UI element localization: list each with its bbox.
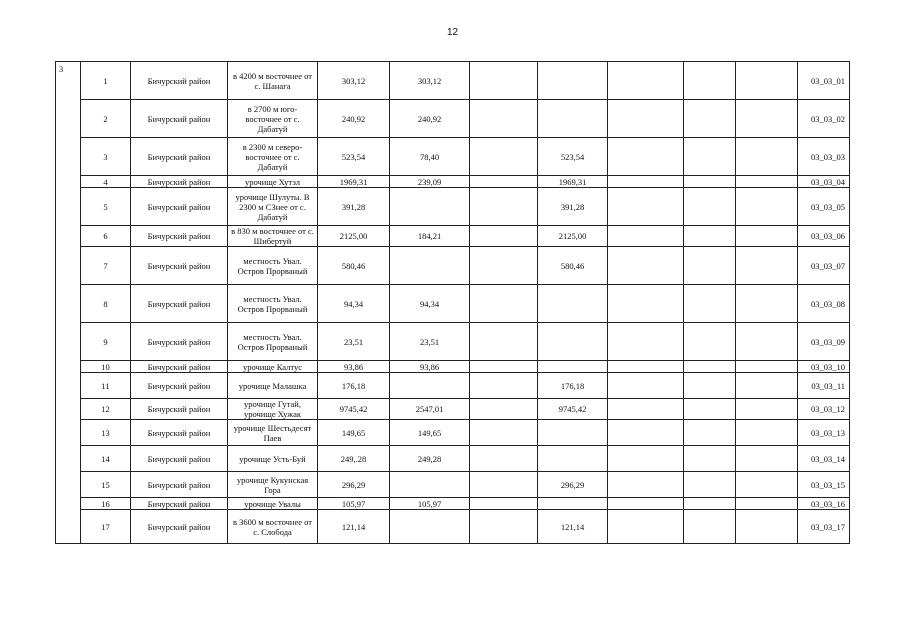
table-row: [56, 498, 850, 510]
site-code: 03_03_17: [798, 510, 850, 544]
area-6: [684, 510, 736, 544]
area-5: [608, 399, 684, 420]
location: в 2700 м юго-восточнее от с. Дабатуй: [228, 100, 318, 138]
area-3: [470, 188, 538, 226]
area-total: 391,28: [318, 188, 390, 226]
area-7: [736, 188, 798, 226]
area-2: [390, 510, 470, 544]
table-row: [56, 176, 850, 188]
row-number: 15: [81, 472, 131, 498]
area-5: [608, 446, 684, 472]
area-5: [608, 188, 684, 226]
table-row: [56, 62, 850, 100]
area-4: 121,14: [538, 510, 608, 544]
location: урочище Шестьдесят Паев: [228, 420, 318, 446]
site-code: 03_03_03: [798, 138, 850, 176]
site-code: 03_03_12: [798, 399, 850, 420]
row-number: 2: [81, 100, 131, 138]
area-2: [390, 373, 470, 399]
area-5: [608, 100, 684, 138]
district: Бичурский район: [131, 138, 228, 176]
location: в 3600 м восточнее от с. Слобода: [228, 510, 318, 544]
area-2: 249,28: [390, 446, 470, 472]
area-total: 94,34: [318, 285, 390, 323]
row-number: 11: [81, 373, 131, 399]
table-row: [56, 399, 850, 420]
area-total: 9745,42: [318, 399, 390, 420]
area-5: [608, 373, 684, 399]
area-3: [470, 399, 538, 420]
area-6: [684, 226, 736, 247]
district: Бичурский район: [131, 498, 228, 510]
area-7: [736, 285, 798, 323]
district: Бичурский район: [131, 247, 228, 285]
area-3: [470, 138, 538, 176]
location: урочище Увалы: [228, 498, 318, 510]
site-code: 03_03_01: [798, 62, 850, 100]
district: Бичурский район: [131, 226, 228, 247]
location: местность Увал. Остров Прорваный: [228, 285, 318, 323]
area-7: [736, 510, 798, 544]
area-5: [608, 472, 684, 498]
row-number: 4: [81, 176, 131, 188]
area-4: [538, 498, 608, 510]
area-2: 239,09: [390, 176, 470, 188]
area-6: [684, 373, 736, 399]
row-number: 8: [81, 285, 131, 323]
area-3: [470, 176, 538, 188]
area-7: [736, 138, 798, 176]
site-code: 03_03_14: [798, 446, 850, 472]
area-4: 2125,00: [538, 226, 608, 247]
area-2: 105,97: [390, 498, 470, 510]
area-5: [608, 176, 684, 188]
row-number: 12: [81, 399, 131, 420]
page-number: 12: [446, 27, 459, 38]
area-3: [470, 247, 538, 285]
table-row: [56, 188, 850, 226]
area-6: [684, 62, 736, 100]
area-7: [736, 176, 798, 188]
area-2: 94,34: [390, 285, 470, 323]
area-7: [736, 399, 798, 420]
area-total: 240,92: [318, 100, 390, 138]
row-number: 9: [81, 323, 131, 361]
area-2: 2547,01: [390, 399, 470, 420]
area-total: 149,65: [318, 420, 390, 446]
table-row: [56, 226, 850, 247]
row-number: 7: [81, 247, 131, 285]
table-row: [56, 323, 850, 361]
area-3: [470, 510, 538, 544]
land-register-table: [55, 61, 850, 544]
area-7: [736, 62, 798, 100]
site-code: 03_03_05: [798, 188, 850, 226]
area-7: [736, 226, 798, 247]
location: местность Увал. Остров Прорваный: [228, 247, 318, 285]
table-row: [56, 472, 850, 498]
site-code: 03_03_15: [798, 472, 850, 498]
site-code: 03_03_13: [798, 420, 850, 446]
area-6: [684, 138, 736, 176]
area-3: [470, 472, 538, 498]
area-6: [684, 188, 736, 226]
row-number: 3: [81, 138, 131, 176]
district: Бичурский район: [131, 373, 228, 399]
table-row: [56, 510, 850, 544]
district: Бичурский район: [131, 285, 228, 323]
area-7: [736, 361, 798, 373]
area-5: [608, 510, 684, 544]
area-total: 303,12: [318, 62, 390, 100]
area-4: [538, 323, 608, 361]
district: Бичурский район: [131, 361, 228, 373]
area-5: [608, 285, 684, 323]
location: урочище Хутэл: [228, 176, 318, 188]
location: местность Увал. Остров Прорваный: [228, 323, 318, 361]
area-7: [736, 472, 798, 498]
area-6: [684, 176, 736, 188]
area-7: [736, 323, 798, 361]
district: Бичурский район: [131, 62, 228, 100]
area-6: [684, 361, 736, 373]
area-7: [736, 498, 798, 510]
table-row: [56, 100, 850, 138]
area-6: [684, 285, 736, 323]
area-2: [390, 472, 470, 498]
area-3: [470, 373, 538, 399]
location: урочище Малашка: [228, 373, 318, 399]
site-code: 03_03_02: [798, 100, 850, 138]
area-total: 523,54: [318, 138, 390, 176]
area-3: [470, 446, 538, 472]
area-6: [684, 472, 736, 498]
table-row: [56, 446, 850, 472]
table-row: [56, 138, 850, 176]
area-total: 1969,31: [318, 176, 390, 188]
area-7: [736, 100, 798, 138]
area-total: 105,97: [318, 498, 390, 510]
area-5: [608, 323, 684, 361]
row-number: 14: [81, 446, 131, 472]
area-5: [608, 226, 684, 247]
location: в 830 м восточнее от с. Шибертуй: [228, 226, 318, 247]
district: Бичурский район: [131, 176, 228, 188]
site-code: 03_03_07: [798, 247, 850, 285]
area-4: 580,46: [538, 247, 608, 285]
area-5: [608, 498, 684, 510]
area-4: [538, 100, 608, 138]
location: урочище Кукунская Гора: [228, 472, 318, 498]
site-code: 03_03_08: [798, 285, 850, 323]
district: Бичурский район: [131, 446, 228, 472]
site-code: 03_03_04: [798, 176, 850, 188]
area-6: [684, 399, 736, 420]
area-4: 523,54: [538, 138, 608, 176]
table-row: [56, 285, 850, 323]
area-total: 580,46: [318, 247, 390, 285]
area-total: 249,.28: [318, 446, 390, 472]
area-7: [736, 420, 798, 446]
row-number: 13: [81, 420, 131, 446]
district: Бичурский район: [131, 399, 228, 420]
area-total: 121,14: [318, 510, 390, 544]
area-6: [684, 100, 736, 138]
row-number: 5: [81, 188, 131, 226]
table-row: [56, 361, 850, 373]
row-number: 10: [81, 361, 131, 373]
area-total: 93,86: [318, 361, 390, 373]
area-3: [470, 226, 538, 247]
area-2: [390, 247, 470, 285]
area-2: 93,86: [390, 361, 470, 373]
district: Бичурский район: [131, 100, 228, 138]
area-3: [470, 62, 538, 100]
area-5: [608, 247, 684, 285]
row-number: 17: [81, 510, 131, 544]
area-4: 296,29: [538, 472, 608, 498]
area-4: 176,18: [538, 373, 608, 399]
site-code: 03_03_10: [798, 361, 850, 373]
area-2: 23,51: [390, 323, 470, 361]
district: Бичурский район: [131, 323, 228, 361]
area-4: [538, 62, 608, 100]
area-3: [470, 361, 538, 373]
area-total: 296,29: [318, 472, 390, 498]
area-2: 240,92: [390, 100, 470, 138]
area-5: [608, 420, 684, 446]
area-2: [390, 188, 470, 226]
location: урочище Шулуты. В 2300 м СЗнее от с. Дабатуй: [228, 188, 318, 226]
area-total: 23,51: [318, 323, 390, 361]
site-code: 03_03_11: [798, 373, 850, 399]
location: урочище Калтус: [228, 361, 318, 373]
area-2: 78,40: [390, 138, 470, 176]
table-row: [56, 373, 850, 399]
area-4: 391,28: [538, 188, 608, 226]
area-7: [736, 373, 798, 399]
area-3: [470, 285, 538, 323]
row-number: 1: [81, 62, 131, 100]
area-6: [684, 420, 736, 446]
district: Бичурский район: [131, 472, 228, 498]
area-4: 1969,31: [538, 176, 608, 188]
area-3: [470, 323, 538, 361]
area-6: [684, 498, 736, 510]
site-code: 03_03_09: [798, 323, 850, 361]
location: в 2300 м северо-восточнее от с. Дабатуй: [228, 138, 318, 176]
site-code: 03_03_16: [798, 498, 850, 510]
location: в 4200 м восточнее от с. Шанага: [228, 62, 318, 100]
area-total: 2125,00: [318, 226, 390, 247]
area-6: [684, 247, 736, 285]
area-3: [470, 498, 538, 510]
table-row: [56, 247, 850, 285]
district: Бичурский район: [131, 420, 228, 446]
table-row: [56, 420, 850, 446]
site-code: 03_03_06: [798, 226, 850, 247]
row-number: 16: [81, 498, 131, 510]
row-number: 6: [81, 226, 131, 247]
area-6: [684, 446, 736, 472]
area-3: [470, 100, 538, 138]
area-2: 184,21: [390, 226, 470, 247]
area-4: [538, 446, 608, 472]
location: урочище Гутай, урочище Хужак: [228, 399, 318, 420]
area-2: 149,65: [390, 420, 470, 446]
area-4: [538, 285, 608, 323]
area-4: 9745,42: [538, 399, 608, 420]
location: урочище Усть-Буй: [228, 446, 318, 472]
group-number: 3: [56, 62, 81, 544]
area-4: [538, 361, 608, 373]
district: Бичурский район: [131, 188, 228, 226]
district: Бичурский район: [131, 510, 228, 544]
area-7: [736, 247, 798, 285]
area-7: [736, 446, 798, 472]
area-5: [608, 138, 684, 176]
area-total: 176,18: [318, 373, 390, 399]
area-2: 303,12: [390, 62, 470, 100]
area-6: [684, 323, 736, 361]
area-5: [608, 62, 684, 100]
area-4: [538, 420, 608, 446]
area-3: [470, 420, 538, 446]
area-5: [608, 361, 684, 373]
